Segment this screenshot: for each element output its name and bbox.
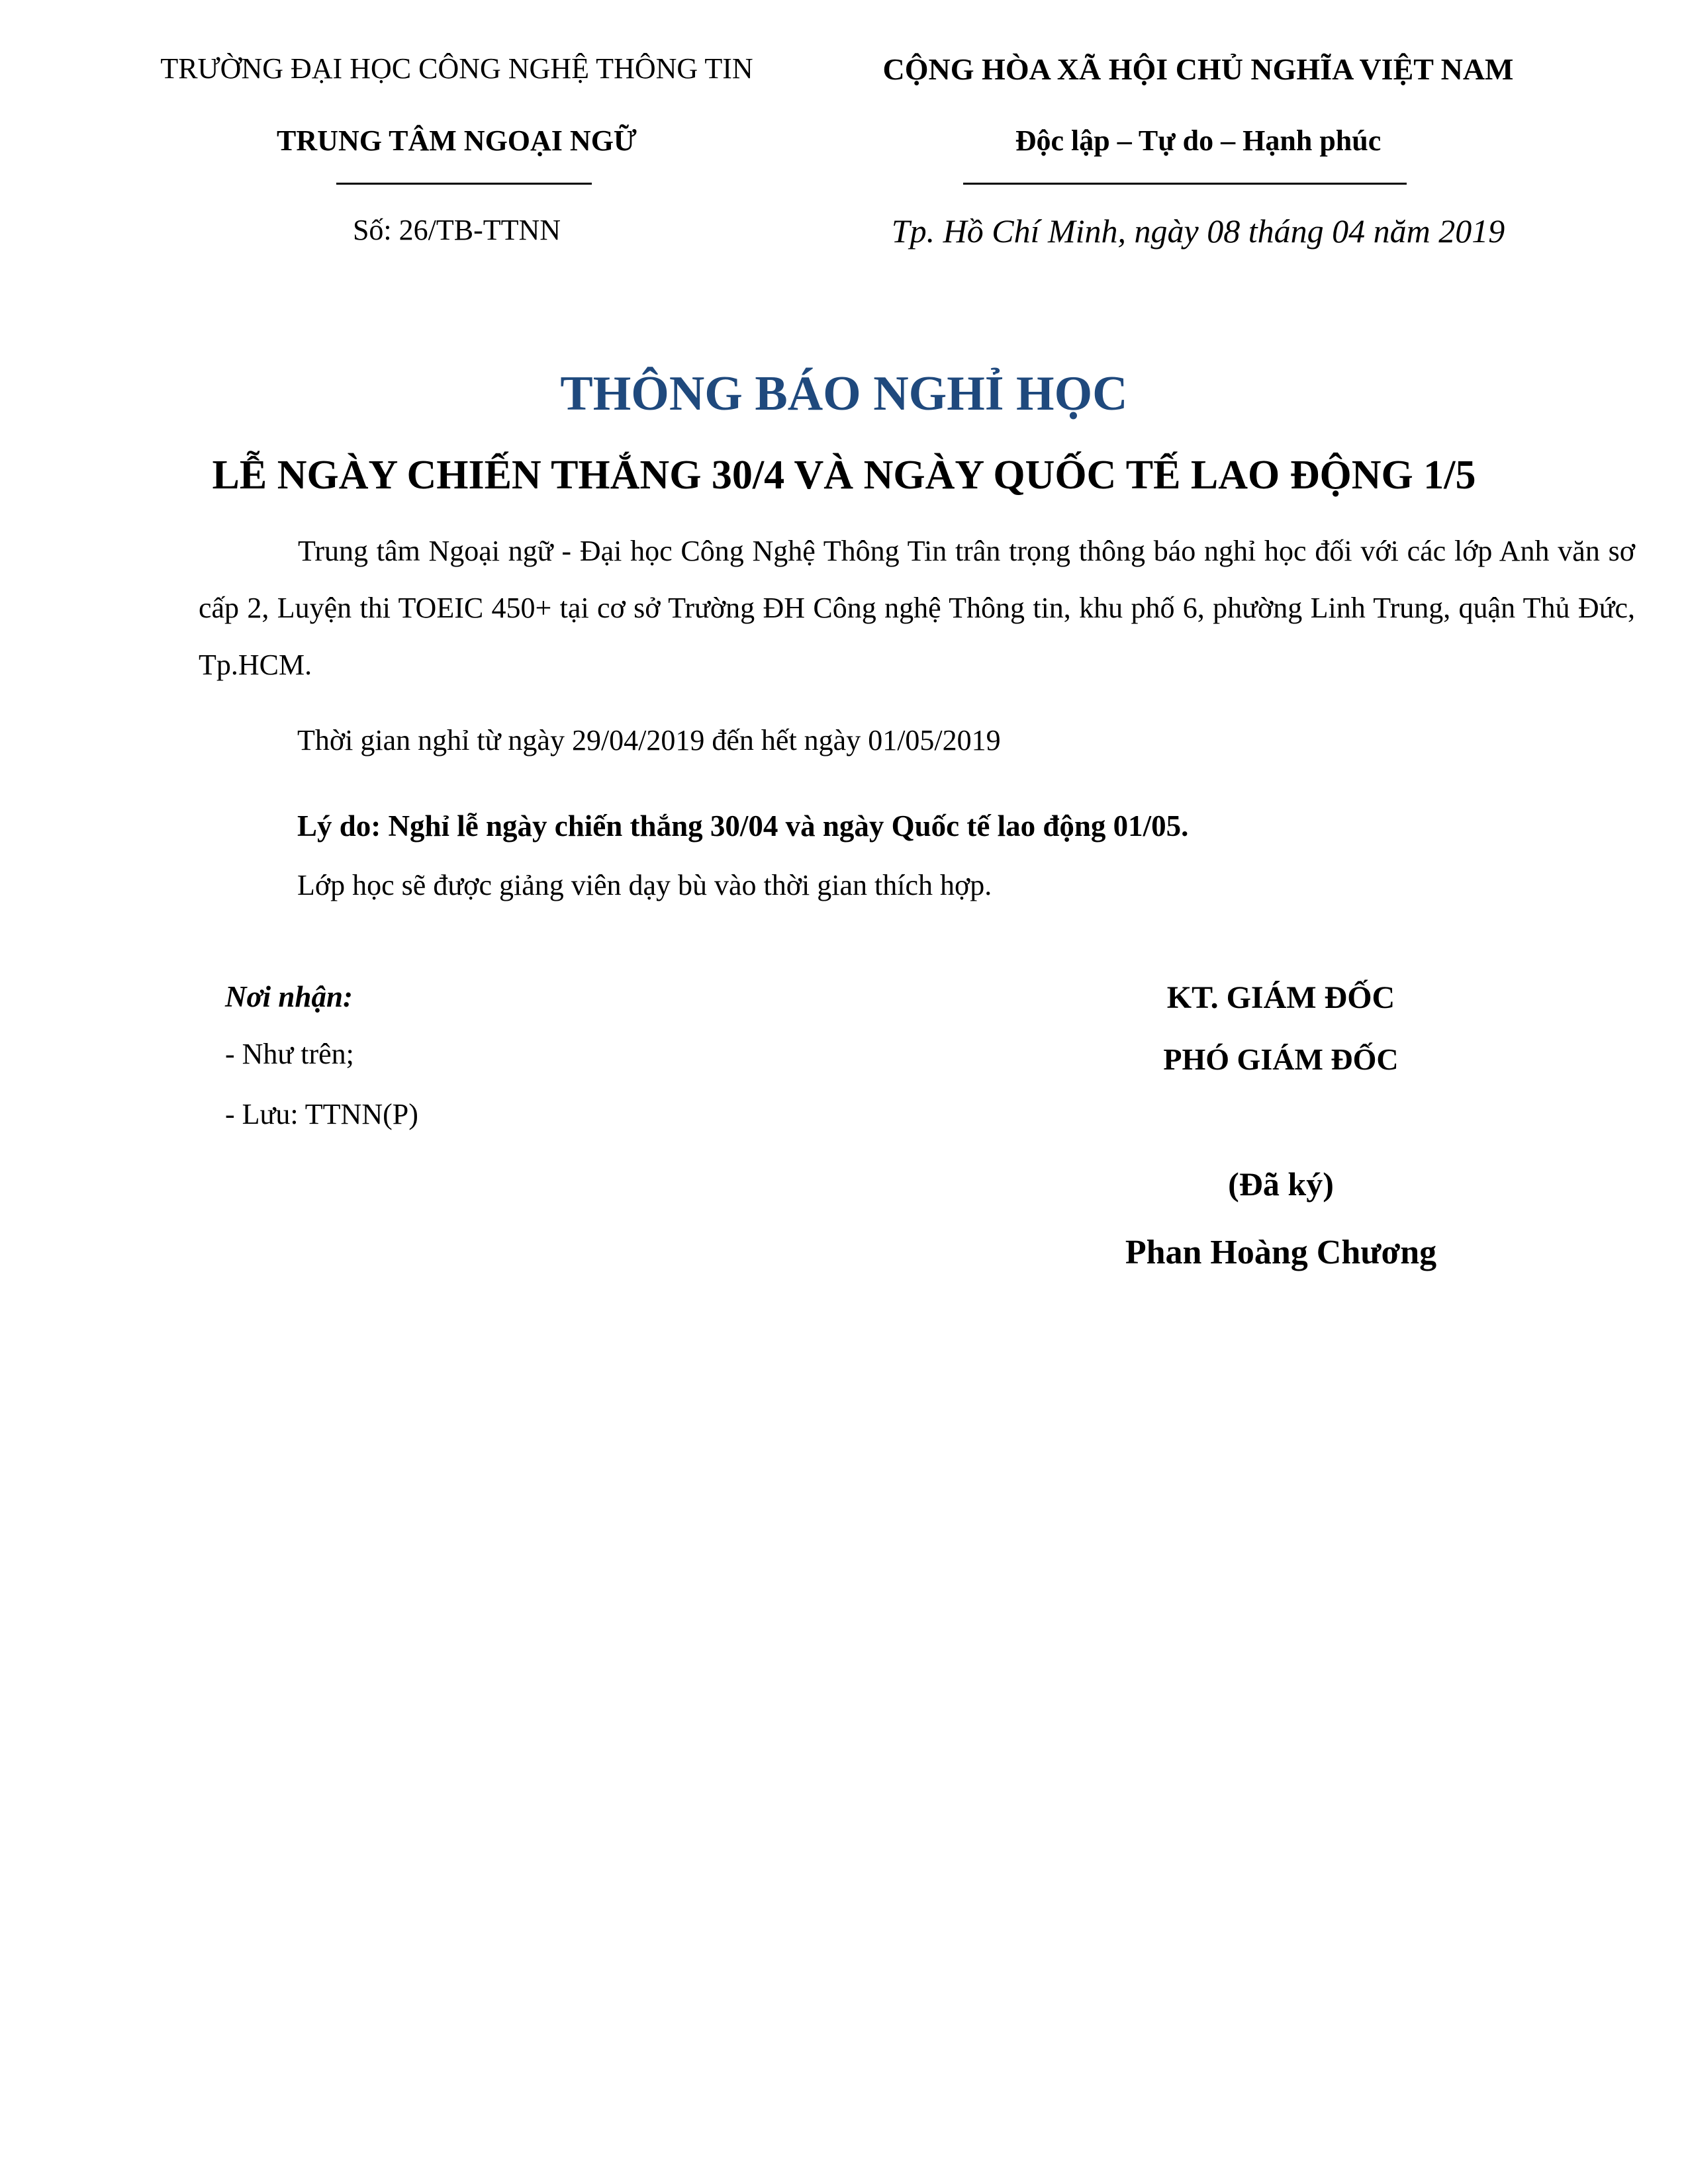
national-title: CỘNG HÒA XÃ HỘI CHỦ NGHĨA VIỆT NAM xyxy=(882,52,1514,86)
university-name: TRƯỜNG ĐẠI HỌC CÔNG NGHỆ THÔNG TIN xyxy=(160,52,753,85)
signed-note: (Đã ký) xyxy=(1228,1165,1334,1203)
document-number: Số: 26/TB-TTNN xyxy=(352,214,561,246)
recipient-item: - Lưu: TTNN(P) xyxy=(225,1098,418,1130)
national-motto: Độc lập – Tự do – Hạnh phúc xyxy=(1015,124,1382,157)
signature-position: PHÓ GIÁM ĐỐC xyxy=(1163,1042,1399,1076)
document-title: THÔNG BÁO NGHỈ HỌC xyxy=(560,367,1128,421)
signer-name: Phan Hoàng Chương xyxy=(1125,1234,1437,1271)
announcement-paragraph: Trung tâm Ngoại ngữ - Đại học Công Nghệ Thông Tin trân trọng thông báo nghỉ học đối với các lớp Anh văn sơ cấp 2, Luyện thi TOEIC 450+ tại cơ sở Trường ĐH Công nghệ Thông tin, khu phố 6, phường Linh Trung, quận Thủ Đức, Tp.HCM. xyxy=(199,535,1635,681)
place-date: Tp. Hồ Chí Minh, ngày 08 tháng 04 năm 2019 xyxy=(891,212,1505,250)
recipient-item: - Như trên; xyxy=(225,1038,354,1070)
left-header-rule xyxy=(336,183,592,185)
recipients-title: Nơi nhận: xyxy=(225,980,353,1013)
closure-time: Thời gian nghỉ từ ngày 29/04/2019 đến hết ngày 01/05/2019 xyxy=(297,724,1001,756)
center-name: TRUNG TÂM NGOẠI NGỮ xyxy=(277,124,637,157)
document-subtitle: LỄ NGÀY CHIẾN THẮNG 30/4 VÀ NGÀY QUỐC TẾ LAO ĐỘNG 1/5 xyxy=(212,453,1476,498)
right-header-rule xyxy=(963,183,1407,185)
closure-reason: Lý do: Nghỉ lễ ngày chiến thắng 30/04 và ngày Quốc tế lao động 01/05. xyxy=(297,809,1189,842)
signature-authority: KT. GIÁM ĐỐC xyxy=(1166,980,1395,1015)
makeup-note: Lớp học sẽ được giảng viên dạy bù vào thời gian thích hợp. xyxy=(297,869,992,901)
